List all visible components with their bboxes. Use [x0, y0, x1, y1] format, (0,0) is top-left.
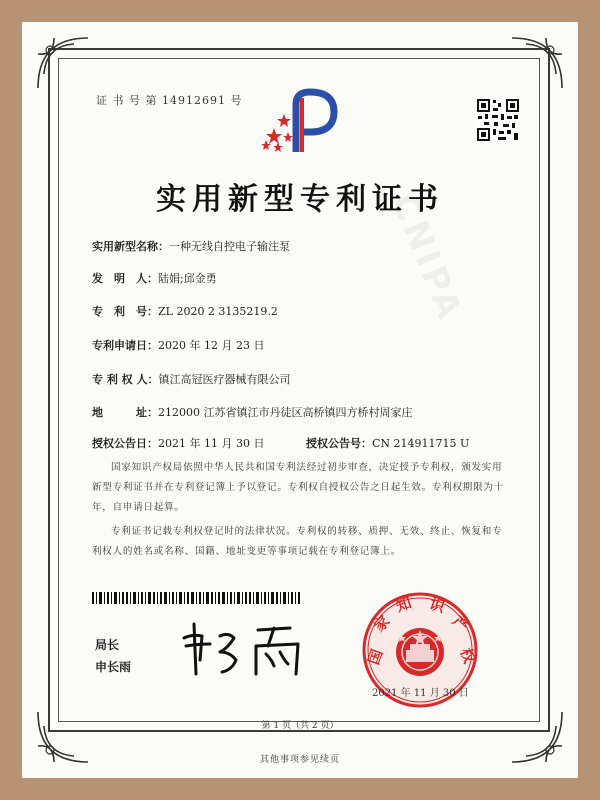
field-announcement-number: [306, 435, 469, 451]
svg-text:权: 权: [456, 645, 479, 666]
field-utility-model-name: [92, 238, 290, 254]
field-application-date: [92, 337, 264, 353]
paragraph-line: 专利证书记载专利权登记时的法律状况。专利权的转移、质押、无效、终止、恢复和专: [111, 526, 503, 537]
field-value: 2020 年 12 月 23 日: [158, 339, 265, 352]
certificate-number: 证 书 号 第 14912691 号: [96, 94, 243, 107]
paragraph-line: 年，自申请日起算。: [92, 502, 185, 513]
signatory-title: 局长: [95, 638, 120, 652]
svg-text:知: 知: [393, 593, 414, 616]
qr-code-icon: [476, 98, 520, 142]
field-value: ZL 2020 2 3135219.2: [158, 305, 278, 318]
svg-text:国: 国: [364, 646, 387, 668]
field-value: 212000 江苏省镇江市丹徒区高桥镇四方桥村周家庄: [158, 406, 413, 419]
barcode-icon: [92, 592, 300, 604]
field-label: 专 利 号：: [92, 305, 158, 318]
seal-date: 2021 年 11 月 30 日: [372, 688, 469, 699]
field-label: 授权公告号：: [306, 437, 372, 450]
paragraph-line: 新型专利证书并在专利登记簿上予以登记。专利权自授权公告之日起生效。专利权期限为十: [92, 482, 505, 493]
page-number: 第 1 页（共 2 页）: [261, 721, 339, 731]
paragraph-line: 国家知识产权局依照中华人民共和国专利法经过初步审查，决定授予专利权，颁发实用: [111, 462, 503, 473]
svg-text:家: 家: [370, 611, 394, 636]
certificate-title: 实用新型专利证书: [156, 182, 444, 217]
paragraph-legal-status: [92, 522, 516, 562]
corner-ornament-top-left: [34, 34, 92, 92]
patent-office-logo-icon: [258, 82, 350, 158]
field-label: 发 明 人：: [92, 272, 158, 285]
watermark: CNIPA: [383, 188, 471, 328]
footer-note: 其他事项参见续页: [259, 755, 340, 765]
paragraph-grant-statement: [92, 458, 516, 518]
field-label: 实用新型名称：: [92, 240, 169, 253]
field-value: 陆娟;邱金勇: [158, 272, 217, 285]
field-label: 专利申请日：: [92, 339, 158, 352]
paragraph-line: 利权人的姓名或名称、国籍、地址变更等事项记载在专利登记簿上。: [92, 546, 402, 557]
corner-ornament-top-right: [508, 34, 566, 92]
field-label: 专 利 权 人：: [92, 373, 159, 386]
signatory-name: 申长雨: [95, 660, 132, 674]
field-value: CN 214911715 U: [372, 437, 470, 450]
svg-text:产: 产: [448, 612, 473, 636]
field-patent-number: [92, 303, 278, 319]
field-value: 2021 年 11 月 30 日: [158, 437, 265, 450]
field-announcement-date: [92, 435, 264, 451]
field-patentee: [92, 371, 291, 387]
field-label: 地 址：: [92, 406, 158, 419]
field-inventor: [92, 270, 217, 286]
field-address: [92, 404, 413, 420]
field-label: 授权公告日：: [92, 437, 158, 450]
field-value: 一种无线自控电子输注泵: [169, 240, 290, 253]
svg-text:识: 识: [427, 594, 448, 617]
signature-icon: [180, 616, 340, 688]
field-value: 镇江高冠医疗器械有限公司: [158, 373, 291, 386]
